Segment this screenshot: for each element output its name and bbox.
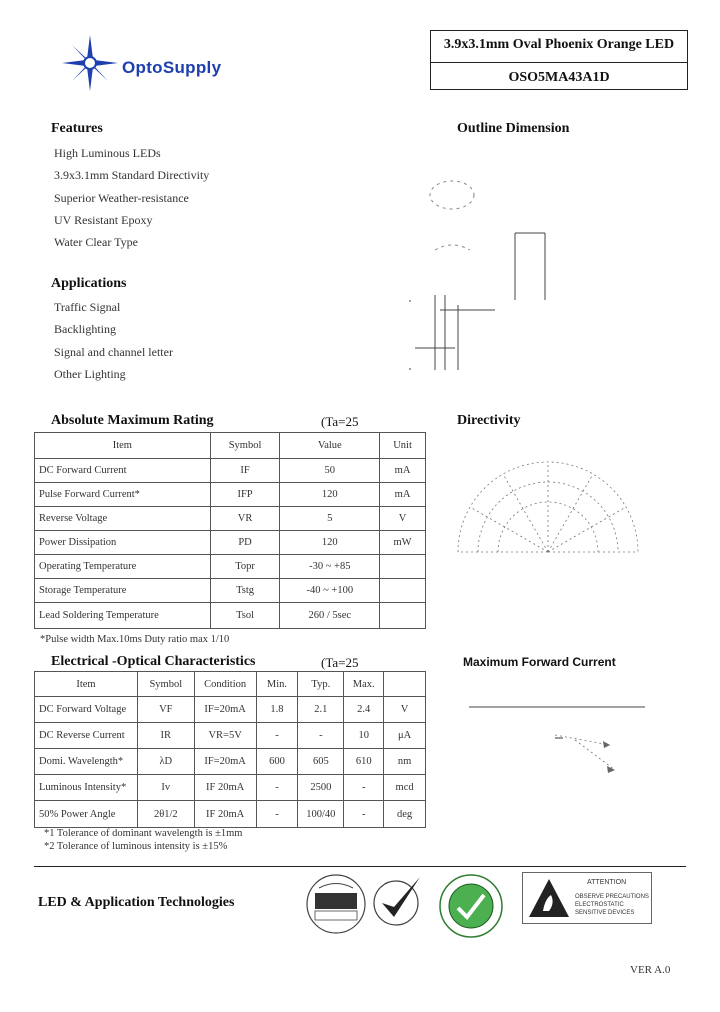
table-cell: Lead Soldering Temperature [35,603,211,629]
table-row [35,483,426,507]
table-cell: mA [380,483,426,507]
table-row [35,459,426,483]
table-cell: Power Dissipation [35,531,211,555]
abs-max-heading: Absolute Maximum Rating [51,413,214,428]
table-header-row [35,433,426,459]
footer-divider [34,866,686,867]
feature-item: UV Resistant Epoxy [54,212,153,227]
part-number: OSO5MA43A1D [508,70,610,85]
table-header-cell: Symbol [210,433,280,459]
table-cell: nm [384,749,426,775]
attention-title: ATTENTION [587,879,627,886]
table-cell: IFP [210,483,280,507]
table-header-cell: Typ. [298,672,344,697]
table-cell: 5 [280,507,380,531]
table-cell: 2.4 [344,697,384,723]
outline-drawing [400,170,570,390]
directivity-heading: Directivity [457,413,521,428]
electro-notes [44,827,242,853]
table-header-cell: Item [35,672,138,697]
attention-lines [575,893,649,917]
table-row [35,801,426,828]
features-heading: Features [51,121,103,136]
table-header-cell: Value [280,433,380,459]
table-cell: Topr [210,555,280,579]
rohs-compliant-icon [438,873,504,939]
table-cell: 600 [256,749,298,775]
table-header-cell: Condition [194,672,256,697]
outline-heading: Outline Dimension [457,121,570,136]
applications-list [54,296,173,385]
table-cell: Operating Temperature [35,555,211,579]
table-cell: - [256,723,298,749]
table-cell: Pulse Forward Current* [35,483,211,507]
table-header-cell: Min. [256,672,298,697]
table-cell: λD [137,749,194,775]
electro-note: *2 Tolerance of luminous intensity is ±15% [44,841,228,852]
table-row [35,507,426,531]
table-row [35,775,426,801]
table-cell: 2500 [298,775,344,801]
table-cell: 50 [280,459,380,483]
table-cell: VR=5V [194,723,256,749]
features-list [54,142,209,253]
table-cell: 2θ1/2 [137,801,194,828]
header-box [430,30,688,90]
abs-max-table [34,432,426,629]
feature-item: Superior Weather-resistance [54,190,189,205]
table-cell: IF=20mA [194,749,256,775]
table-cell: 260 / 5sec [280,603,380,629]
table-cell: VF [137,697,194,723]
table-cell: DC Forward Current [35,459,211,483]
table-row [35,579,426,603]
abs-max-note: *Pulse width Max.10ms Duty ratio max 1/10 [40,634,230,645]
max-forward-heading: Maximum Forward Current [463,655,616,669]
table-row [35,555,426,579]
table-header-cell [384,672,426,697]
table-header-cell: Item [35,433,211,459]
table-cell: 10 [344,723,384,749]
table-cell: IR [137,723,194,749]
table-cell: - [256,775,298,801]
table-cell: -30 ~ +85 [280,555,380,579]
table-row [35,531,426,555]
table-cell: Tstg [210,579,280,603]
max-forward-diagram [465,700,650,780]
esd-warning-icon [527,877,571,919]
table-cell: PD [210,531,280,555]
table-cell: IF [210,459,280,483]
table-cell: Iv [137,775,194,801]
table-cell: - [344,801,384,828]
table-row [35,749,426,775]
table-row [35,723,426,749]
table-cell: IF=20mA [194,697,256,723]
feature-item: Water Clear Type [54,235,138,250]
feature-item: High Luminous LEDs [54,146,161,160]
table-cell: deg [384,801,426,828]
table-cell: mA [380,459,426,483]
table-header-cell: Max. [344,672,384,697]
table-cell: mcd [384,775,426,801]
table-cell: V [384,697,426,723]
company-name: LED & Application Technologies [38,895,235,910]
checkmark-cert-icon [370,873,426,929]
application-item: Other Lighting [54,366,126,381]
attention-line: ELECTROSTATIC [575,902,624,908]
table-cell: - [344,775,384,801]
table-header-row [35,672,426,697]
table-cell: IF 20mA [194,775,256,801]
brand-name: OptoSupply [122,58,222,77]
table-cell: 120 [280,483,380,507]
electro-condition: (Ta=25 [321,655,359,670]
table-cell [380,579,426,603]
electro-table [34,671,426,828]
table-cell: Storage Temperature [35,579,211,603]
application-item: Signal and channel letter [54,344,173,359]
attention-line: SENSITIVE DEVICES [575,910,635,916]
abs-max-condition: (Ta=25 [321,414,359,429]
attention-box [522,872,652,924]
electro-heading: Electrical -Optical Characteristics [51,654,256,669]
table-cell [380,603,426,629]
table-cell: 1.8 [256,697,298,723]
attention-line: OBSERVE PRECAUTIONS [575,894,649,900]
table-cell: V [380,507,426,531]
table-cell: - [256,801,298,828]
table-cell: Tsol [210,603,280,629]
version-label: VER A.0 [630,964,671,976]
table-cell: 610 [344,749,384,775]
table-cell: 50% Power Angle [35,801,138,828]
table-cell: Luminous Intensity* [35,775,138,801]
table-cell: Domi. Wavelength* [35,749,138,775]
table-cell [380,555,426,579]
application-item: Traffic Signal [54,300,121,314]
table-cell: -40 ~ +100 [280,579,380,603]
tuv-cert-icon [305,873,367,935]
table-header-cell: Unit [380,433,426,459]
table-cell: 2.1 [298,697,344,723]
electro-note: *1 Tolerance of dominant wavelength is ±1mm [44,828,243,839]
table-cell: DC Forward Voltage [35,697,138,723]
table-cell: Reverse Voltage [35,507,211,531]
table-cell: DC Reverse Current [35,723,138,749]
applications-heading: Applications [51,276,127,291]
table-cell: 120 [280,531,380,555]
table-row [35,603,426,629]
table-cell: - [298,723,344,749]
table-cell: 605 [298,749,344,775]
table-row [35,697,426,723]
table-cell: mW [380,531,426,555]
table-cell: IF 20mA [194,801,256,828]
application-item: Backlighting [54,322,116,337]
table-cell: VR [210,507,280,531]
table-cell: 100/40 [298,801,344,828]
product-title: 3.9x3.1mm Oval Phoenix Orange LED [443,37,675,52]
table-cell: μA [384,723,426,749]
optosupply-logo-icon [60,33,120,93]
feature-item: 3.9x3.1mm Standard Directivity [54,168,210,183]
directivity-diagram [450,452,646,556]
table-header-cell: Symbol [137,672,194,697]
